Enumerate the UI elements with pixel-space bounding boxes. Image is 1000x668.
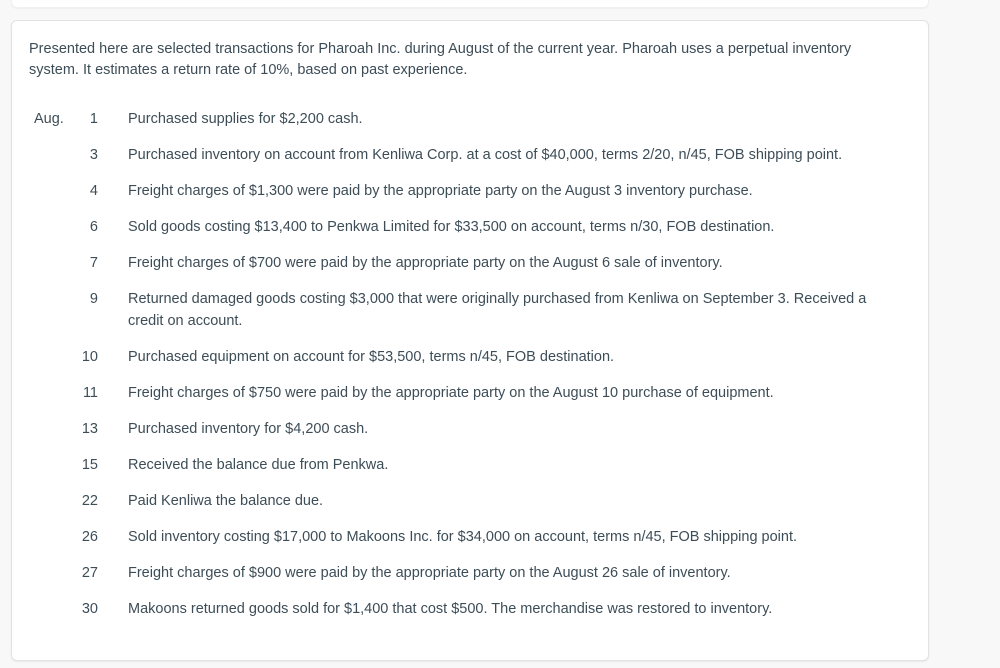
transaction-month-label: [34, 216, 78, 238]
transaction-day: 1: [89, 111, 98, 127]
transaction-description: Freight charges of $700 were paid by the appropriate party on the August 6 sale of inventory.: [128, 255, 723, 271]
transaction-description: Sold inventory costing $17,000 to Makoons Inc. for $34,000 on account, terms n/45, FOB shipping point.: [128, 529, 798, 545]
transaction-row: [34, 490, 888, 512]
transaction-month-label: [34, 252, 78, 274]
transaction-description: Purchased equipment on account for $53,500, terms n/45, FOB destination.: [128, 349, 615, 365]
transaction-day: 7: [89, 255, 98, 271]
transaction-month-label: [34, 526, 78, 548]
transaction-day: 4: [89, 183, 98, 199]
transaction-row: [34, 252, 888, 274]
transaction-row: [34, 418, 888, 440]
transaction-description: Purchased inventory on account from Kenliwa Corp. at a cost of $40,000, terms 2/20, n/45, FOB shipping point.: [128, 147, 843, 163]
transaction-row: [34, 144, 888, 166]
transaction-day: 27: [81, 565, 98, 581]
transaction-day: 10: [81, 349, 98, 365]
transaction-day: 26: [81, 529, 98, 545]
transaction-row: [34, 180, 888, 202]
transaction-month-label: [34, 346, 78, 368]
transaction-row: [34, 382, 888, 404]
transaction-description: Purchased inventory for $4,200 cash.: [128, 421, 369, 437]
transaction-description: Makoons returned goods sold for $1,400 that cost $500. The merchandise was restored to inventory.: [128, 601, 773, 617]
transaction-description: Received the balance due from Penkwa.: [128, 457, 389, 473]
transaction-row: [34, 598, 888, 620]
transaction-month-label: [34, 562, 78, 584]
transaction-day: 3: [89, 147, 98, 163]
transaction-row: [34, 288, 888, 332]
transaction-row: [34, 454, 888, 476]
transaction-month-label: [34, 598, 78, 620]
transaction-row: [34, 108, 888, 130]
transaction-day: 9: [89, 291, 98, 307]
transaction-description: Freight charges of $1,300 were paid by the appropriate party on the August 3 inventory purchase.: [128, 183, 753, 199]
problem-statement-card: [11, 20, 929, 661]
previous-card-partial-edge: [11, 0, 929, 8]
problem-statement-text: Presented here are selected transactions for Pharoah Inc. during August of the current year. Pharoah uses a perpetual inventory system. It estimates a return rate of 10%, based on past experience.: [29, 41, 852, 78]
transaction-month-label: [34, 454, 78, 476]
transaction-row: [34, 216, 888, 238]
transaction-month-label: [34, 418, 78, 440]
transaction-month-label: [34, 144, 78, 166]
transaction-month-label: [34, 288, 78, 332]
transaction-month-label: Aug.: [34, 111, 64, 127]
transaction-description: Purchased supplies for $2,200 cash.: [128, 111, 363, 127]
transaction-description: Freight charges of $750 were paid by the appropriate party on the August 10 purchase of equipment.: [128, 385, 774, 401]
transaction-month-label: [34, 382, 78, 404]
transaction-day: 11: [82, 385, 98, 401]
transaction-row: [34, 562, 888, 584]
transaction-month-label: [34, 490, 78, 512]
transactions-list: [34, 108, 888, 620]
transaction-row: [34, 346, 888, 368]
transaction-description: Freight charges of $900 were paid by the appropriate party on the August 26 sale of inventory.: [128, 565, 731, 581]
transaction-month-label: [34, 180, 78, 202]
transaction-day: 30: [81, 601, 98, 617]
transaction-day: 15: [81, 457, 98, 473]
transaction-row: [34, 526, 888, 548]
transaction-description: Paid Kenliwa the balance due.: [128, 493, 324, 509]
transaction-description: Returned damaged goods costing $3,000 that were originally purchased from Kenliwa on September 3. Received a credit on account.: [128, 291, 867, 329]
transaction-day: 22: [81, 493, 98, 509]
transaction-description: Sold goods costing $13,400 to Penkwa Limited for $33,500 on account, terms n/30, FOB destination.: [128, 219, 775, 235]
transaction-day: 13: [81, 421, 98, 437]
transaction-day: 6: [89, 219, 98, 235]
